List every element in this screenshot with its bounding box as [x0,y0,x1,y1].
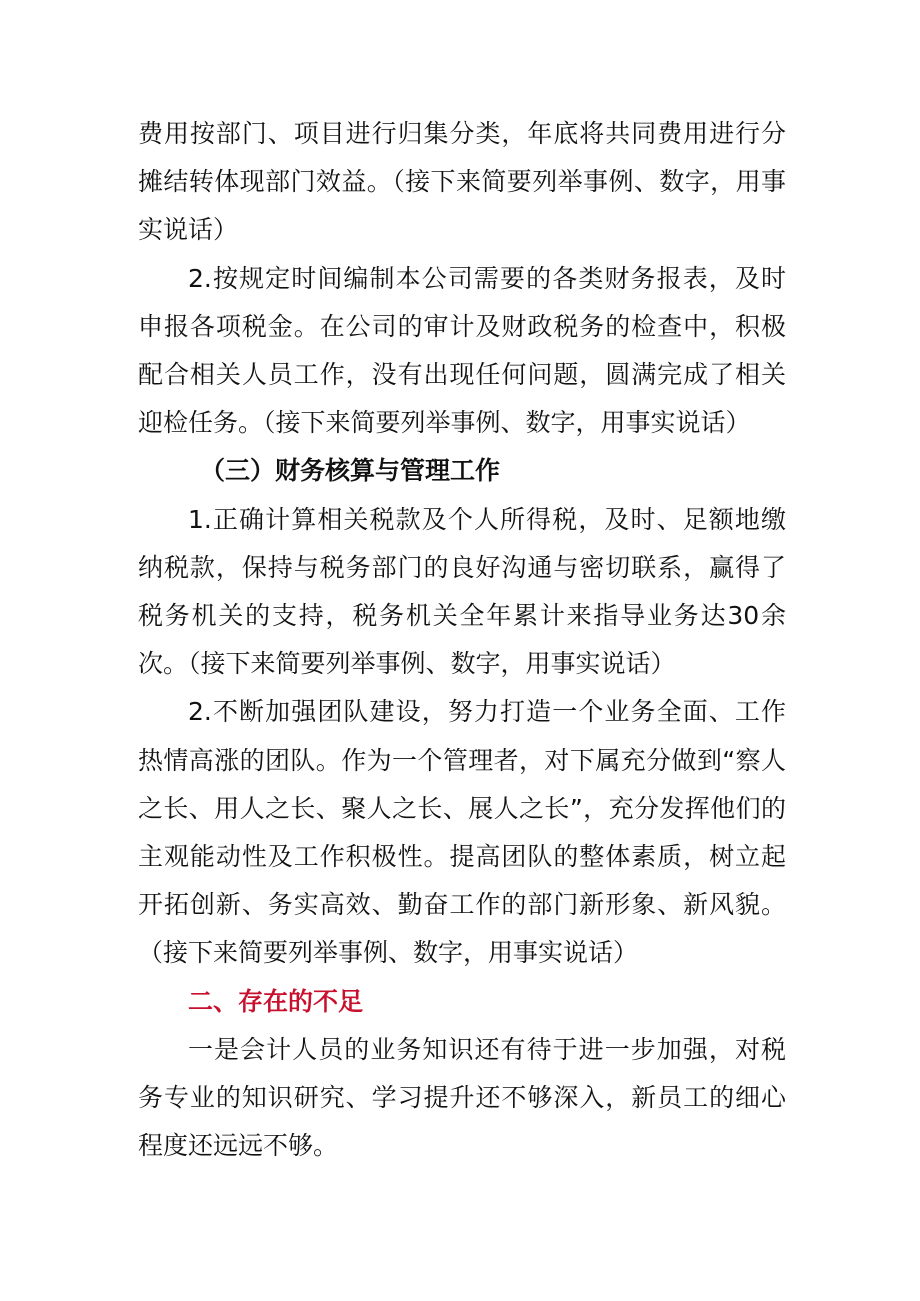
paragraph-expense-allocation: 费用按部门、项目进行归集分类，年底将共同费用进行分摊结转体现部门效益。（接下来简要列举事例、数字，用事实说话） [138,119,786,245]
subsection-heading-accounting: （三）财务核算与管理工作 [200,456,501,486]
paragraph-tax-calculation: 1.正确计算相关税款及个人所得税，及时、足额地缴纳税款，保持与税务部门的良好沟通与密切联系，赢得了税务机关的支持，税务机关全年累计来指导业务达30余次。（接下来简要列举事例、数字，用事实说话） [138,504,786,679]
section-heading-shortcomings: 二、存在的不足 [188,986,364,1016]
document-page [138,110,786,1170]
paragraph-financial-reports: 2.按规定时间编制本公司需要的各类财务报表，及时申报各项税金。在公司的审计及财政税务的检查中，积极配合相关人员工作，没有出现任何问题，圆满完成了相关迎检任务。（接下来简要列举事例、数字，用事实说话） [138,263,786,438]
paragraph-shortcoming-one: 一是会计人员的业务知识还有待于进一步加强，对税务专业的知识研究、学习提升还不够深入，新员工的细心程度还远远不够。 [138,1034,786,1161]
paragraph-team-building: 2.不断加强团队建设，努力打造一个业务全面、工作热情高涨的团队。作为一个管理者，对下属充分做到“察人之长、用人之长、聚人之长、展人之长”，充分发挥他们的主观能动性及工作积极性。提高团队的整体素质，树立起开拓创新、务实高效、勤奋工作的部门新形象、新风貌。（接下来简要列举事例、数字，用事实说话） [138,697,786,968]
